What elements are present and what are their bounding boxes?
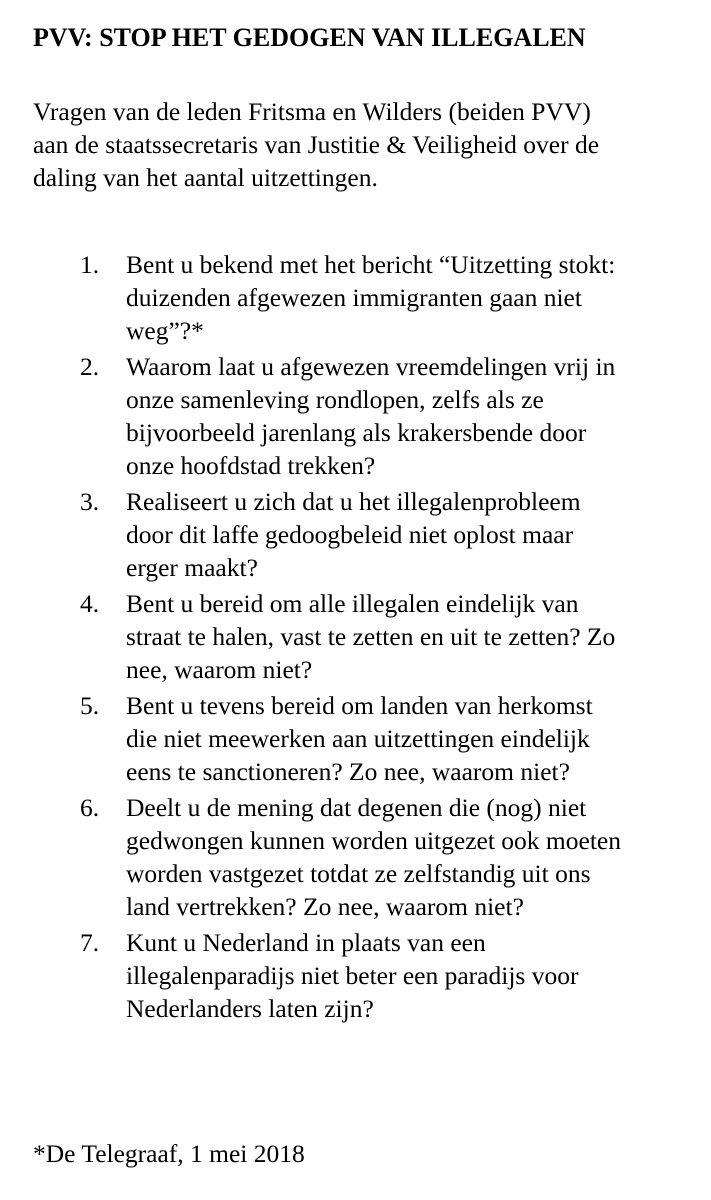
question-line: Deelt u de mening dat degenen die (nog) niet	[126, 793, 587, 822]
question-number: 5.	[80, 691, 100, 720]
footnote-source: *De Telegraaf, 1 mei 2018	[33, 1139, 305, 1168]
intro-line: daling van het aantal uitzettingen.	[33, 163, 378, 192]
intro-paragraph	[33, 95, 693, 194]
question-line: Bent u bereid om alle illegalen eindelijk van	[126, 589, 579, 618]
document-title: PVV: STOP HET GEDOGEN VAN ILLEGALEN	[33, 23, 586, 52]
question-line: onze samenleving rondlopen, zelfs als ze	[126, 385, 544, 414]
question-line: bijvoorbeeld jarenlang als krakersbende door	[126, 418, 587, 447]
question-line: weg”?*	[126, 316, 204, 345]
question-item	[80, 350, 700, 482]
question-line: Kunt u Nederland in plaats van een	[126, 928, 486, 957]
question-line: erger maakt?	[126, 553, 258, 582]
question-number: 2.	[80, 352, 100, 381]
question-number: 1.	[80, 250, 100, 279]
question-line: Nederlanders laten zijn?	[126, 994, 374, 1023]
question-number: 4.	[80, 589, 100, 618]
question-line: Waarom laat u afgewezen vreemdelingen vrij in	[126, 352, 616, 381]
question-line: Realiseert u zich dat u het illegalenprobleem	[126, 487, 581, 516]
question-item	[80, 689, 700, 788]
question-line: worden vastgezet totdat ze zelfstandig uit ons	[126, 859, 591, 888]
intro-line: Vragen van de leden Fritsma en Wilders (beiden PVV)	[33, 97, 591, 126]
question-item	[80, 485, 700, 584]
question-line: nee, waarom niet?	[126, 655, 313, 684]
question-line: duizenden afgewezen immigranten gaan niet	[126, 283, 582, 312]
question-line: land vertrekken? Zo nee, waarom niet?	[126, 892, 524, 921]
questions-list	[80, 248, 700, 1028]
question-number: 3.	[80, 487, 100, 516]
question-line: straat te halen, vast te zetten en uit te zetten? Zo	[126, 622, 616, 651]
question-line: illegalenparadijs niet beter een paradijs voor	[126, 961, 579, 990]
question-item	[80, 248, 700, 347]
question-item	[80, 587, 700, 686]
question-line: Bent u tevens bereid om landen van herkomst	[126, 691, 593, 720]
intro-line: aan de staatssecretaris van Justitie & Veiligheid over de	[33, 130, 600, 159]
question-line: onze hoofdstad trekken?	[126, 451, 376, 480]
question-line: eens te sanctioneren? Zo nee, waarom niet?	[126, 757, 570, 786]
question-item	[80, 926, 700, 1025]
question-line: die niet meewerken aan uitzettingen eindelijk	[126, 724, 590, 753]
question-line: Bent u bekend met het bericht “Uitzetting stokt:	[126, 250, 616, 279]
question-number: 7.	[80, 928, 100, 957]
question-item	[80, 791, 700, 923]
question-number: 6.	[80, 793, 100, 822]
question-line: gedwongen kunnen worden uitgezet ook moeten	[126, 826, 621, 855]
question-line: door dit laffe gedoogbeleid niet oplost maar	[126, 520, 574, 549]
